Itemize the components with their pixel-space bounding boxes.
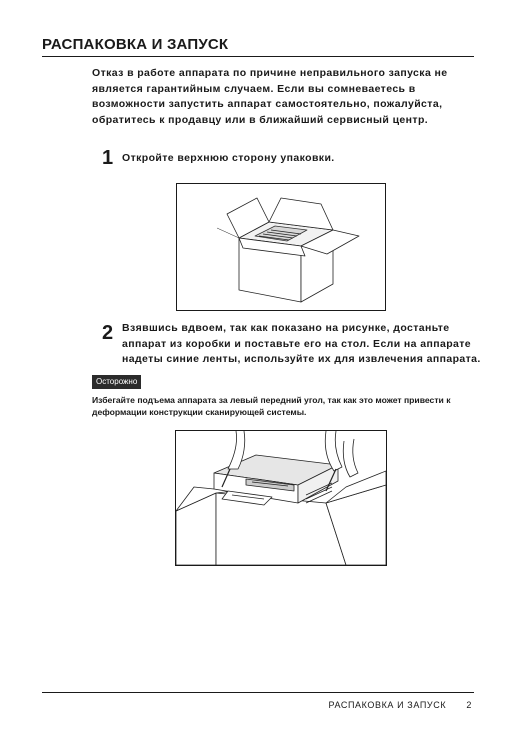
figure-lifting-machine [175,430,387,566]
intro-line: обратитесь к продавцу или в ближайший сервисный центр. [92,113,429,126]
step-1-number: 1 [102,147,114,169]
step-1-text [122,151,335,167]
caution-badge: Осторожно [92,375,141,389]
intro-line: Отказ в работе аппарата по причине неправильного запуска не [92,67,448,79]
open-box-illustration [177,184,385,310]
step-2-line: аппарат из коробки и поставьте его на стол. Если на аппарате [122,337,472,350]
caution-line: Избегайте подъема аппарата за левый передний угол, так как это может привести к [92,395,451,405]
page-number: 2 [466,700,472,710]
footer-rule [42,692,474,693]
intro-line: возможности запустить аппарат самостоятельно, пожалуйста, [92,98,443,110]
step-2-text [122,321,481,368]
step-2-line: надеты синие ленты, используйте их для извлечения аппарата. [122,353,481,365]
caution-text [92,394,482,418]
lifting-machine-illustration [176,431,386,565]
step-2-number: 2 [102,322,114,344]
intro-line: является гарантийным случаем. Если вы сомневаетесь в [92,82,416,95]
page-title: РАСПАКОВКА И ЗАПУСК [42,36,229,53]
header-rule [42,56,474,57]
page-footer [328,700,472,710]
footer-section-title: РАСПАКОВКА И ЗАПУСК [328,700,447,710]
caution-line: деформации конструкции сканирующей системы. [92,407,307,417]
step-2-line: Взявшись вдвоем, так как показано на рисунке, достаньте [122,322,450,334]
figure-open-box [176,183,386,311]
intro-paragraph [92,66,472,128]
step-1-line: Откройте верхнюю сторону упаковки. [122,152,335,164]
